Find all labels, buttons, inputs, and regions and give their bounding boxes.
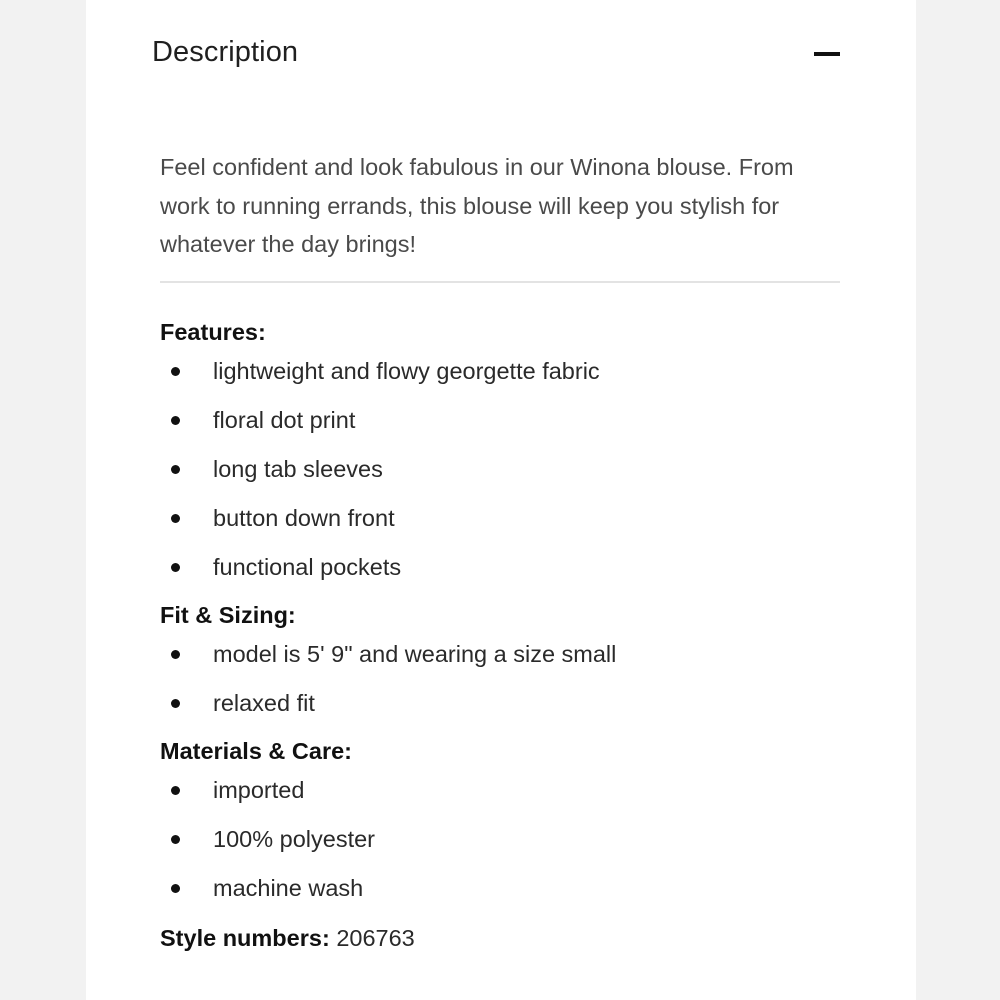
list-item [160, 396, 840, 445]
list-item [160, 445, 840, 494]
features-heading: Features: [160, 318, 266, 345]
features-list [160, 347, 840, 592]
list-item-text: lightweight and flowy georgette fabric [213, 357, 600, 384]
accordion-title: Description [152, 36, 299, 68]
materials-care-list [160, 766, 840, 913]
bullet-icon [171, 650, 180, 659]
bullet-icon [171, 563, 180, 572]
bullet-icon [171, 786, 180, 795]
list-item-text: imported [213, 776, 305, 803]
bullet-icon [171, 835, 180, 844]
list-item [160, 864, 840, 913]
list-item-text: 100% polyester [213, 825, 375, 852]
list-item-text: model is 5' 9" and wearing a size small [213, 640, 617, 667]
description-intro: Feel confident and look fabulous in our Winona blouse. From work to running errands, this blouse will keep you stylish for whatever the day brings! [160, 154, 794, 257]
list-item-text: long tab sleeves [213, 455, 383, 482]
list-item-text: functional pockets [213, 553, 402, 580]
bullet-icon [171, 367, 180, 376]
list-item [160, 347, 840, 396]
minus-icon[interactable] [814, 52, 840, 56]
list-item-text: button down front [213, 504, 395, 531]
list-item [160, 543, 840, 592]
list-item [160, 679, 840, 728]
fit-sizing-list [160, 630, 840, 728]
list-item-text: machine wash [213, 874, 364, 901]
bullet-icon [171, 465, 180, 474]
bullet-icon [171, 416, 180, 425]
list-item [160, 766, 840, 815]
list-item-text: relaxed fit [213, 689, 315, 716]
bullet-icon [171, 884, 180, 893]
materials-care-heading: Materials & Care: [160, 737, 352, 764]
list-item [160, 494, 840, 543]
fit-sizing-heading: Fit & Sizing: [160, 601, 296, 628]
list-item-text: floral dot print [213, 406, 356, 433]
style-numbers-value: 206763 [336, 924, 415, 951]
divider [160, 281, 840, 283]
style-numbers [160, 923, 840, 953]
bullet-icon [171, 514, 180, 523]
bullet-icon [171, 699, 180, 708]
description-content [160, 148, 840, 953]
list-item [160, 815, 840, 864]
list-item [160, 630, 840, 679]
description-accordion-header[interactable] [152, 28, 840, 80]
style-numbers-label: Style numbers: [160, 924, 330, 951]
